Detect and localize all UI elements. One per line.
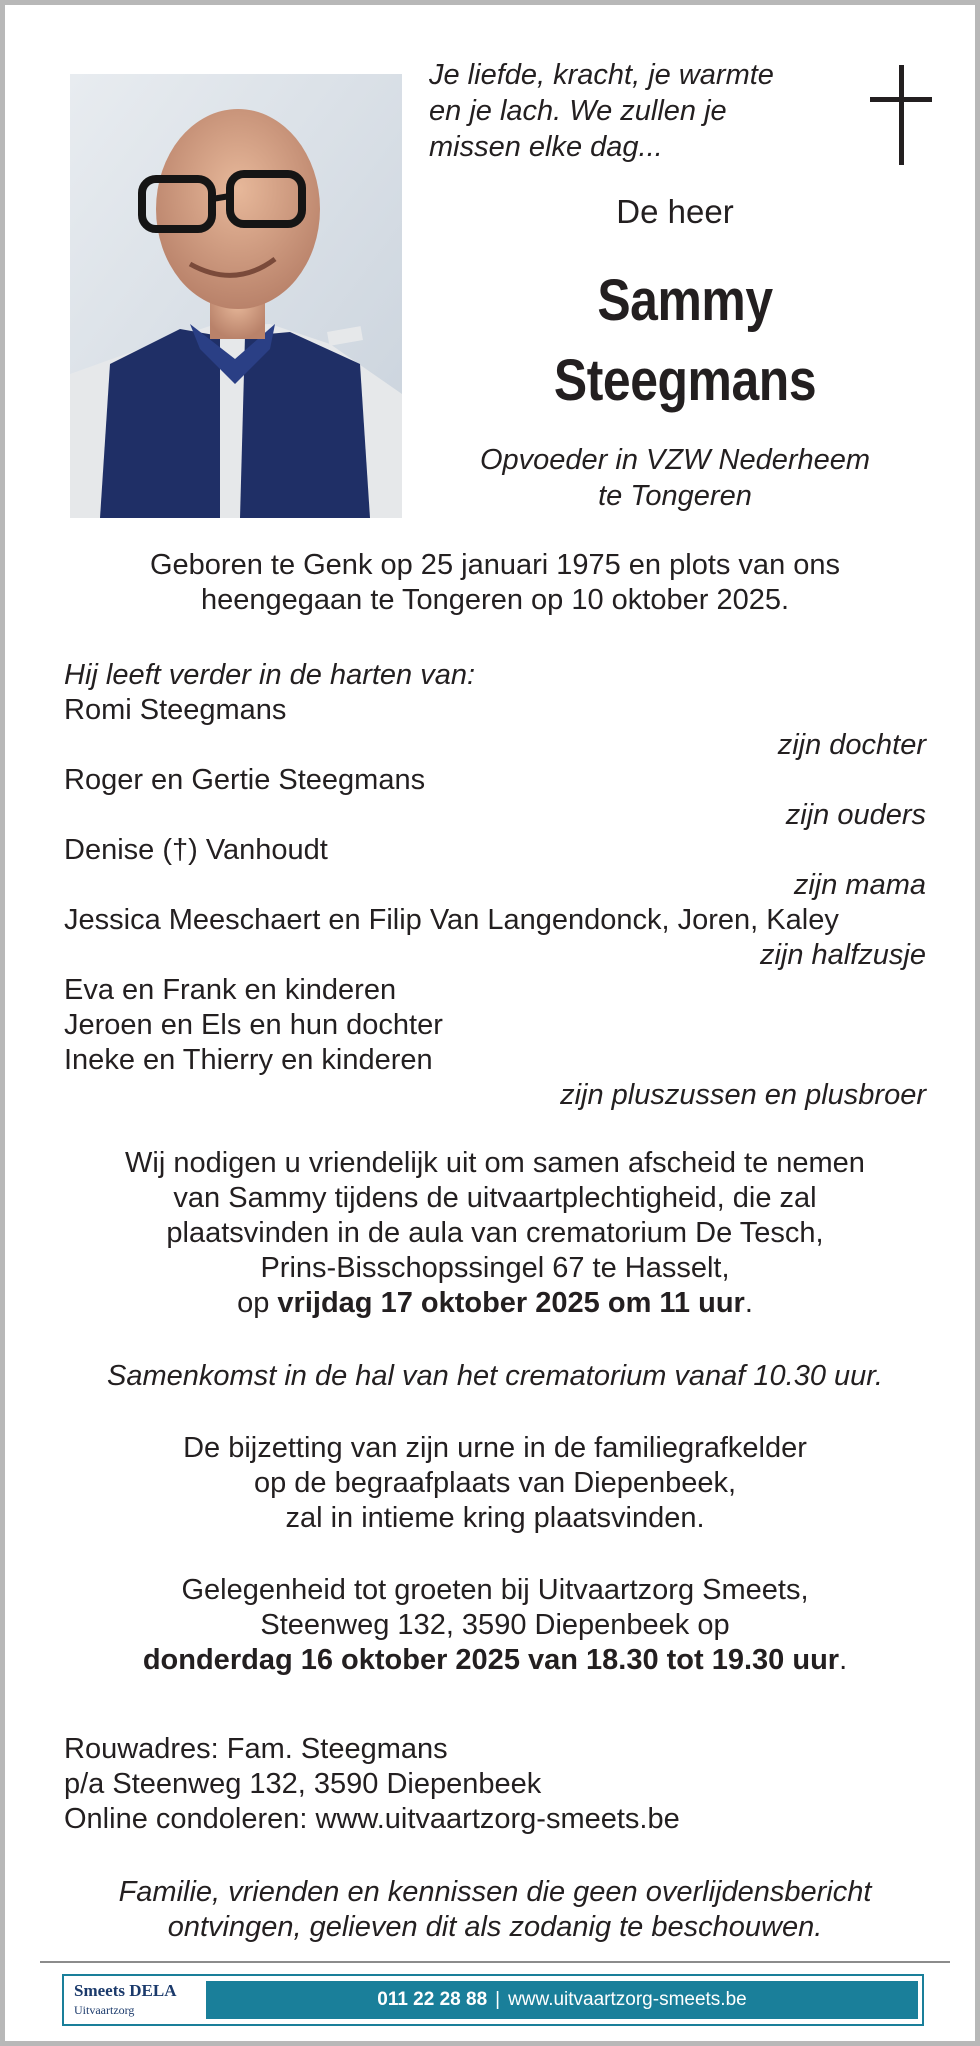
birth-line: heengegaan te Tongeren op 10 oktober 2025. (200, 584, 790, 616)
visitation-line: Gelegenheid tot groeten bij Uitvaartzorg Smeets, (181, 1574, 809, 1606)
logo-subtitle: Uitvaartzorg (74, 2003, 135, 2017)
quote-line: missen elke dag... (429, 131, 663, 163)
quote-line: en je lach. We zullen je (429, 95, 727, 127)
visitation-date: donderdag 16 oktober 2025 van 18.30 tot 19.30 uur (142, 1644, 840, 1676)
occupation-line: te Tongeren (598, 480, 752, 512)
ceremony-line: Prins-Bisschopssingel 67 te Hasselt, (260, 1252, 730, 1284)
ceremony-line: plaatsvinden in de aula van crematorium De Tesch, (166, 1217, 824, 1249)
first-name: Sammy (597, 268, 773, 333)
contact-bar (206, 1981, 918, 2019)
survivor-name: Denise (†) Vanhoudt (64, 834, 328, 866)
logo-brand: Smeets DELA (74, 1981, 177, 2000)
ceremony-date-line (45, 1286, 945, 1321)
survivor-name: Jessica Meeschaert en Filip Van Langendonck, Joren, Kaley (64, 904, 839, 936)
urn-line: De bijzetting van zijn urne in de familiegrafkelder (183, 1432, 807, 1464)
address-line: Online condoleren: www.uitvaartzorg-smeets.be (64, 1803, 680, 1835)
survivor-name: Jeroen en Els en hun dochter (64, 1009, 443, 1041)
closing-line: ontvingen, gelieven dit als zodanig te beschouwen. (167, 1911, 823, 1943)
gathering-info: Samenkomst in de hal van het crematorium vanaf 10.30 uur. (107, 1360, 883, 1392)
deceased-name (479, 261, 892, 421)
survivor-name: Roger en Gertie Steegmans (64, 764, 426, 796)
opening-quote (429, 57, 829, 165)
survivor-name: Eva en Frank en kinderen (64, 974, 397, 1006)
visitation-line: Steenweg 132, 3590 Diepenbeek op (260, 1609, 730, 1641)
quote-line: Je liefde, kracht, je warmte (429, 59, 774, 91)
urn-info (45, 1431, 945, 1536)
survivor-relation: zijn pluszussen en plusbroer (560, 1079, 926, 1111)
closing-note (45, 1875, 945, 1945)
visitation-date-line (45, 1643, 945, 1678)
portrait-photo (70, 74, 402, 518)
survivor-relation: zijn mama (793, 869, 926, 901)
ceremony-line: van Sammy tijdens de uitvaartplechtigheid, die zal (173, 1182, 817, 1214)
ceremony-date-suffix: . (744, 1287, 753, 1319)
last-name: Steegmans (553, 348, 817, 413)
portrait-illustration (70, 74, 402, 518)
urn-line: zal in intieme kring plaatsvinden. (285, 1502, 705, 1534)
occupation (425, 442, 925, 514)
ceremony-invitation (45, 1146, 945, 1321)
birth-line: Geboren te Genk op 25 januari 1975 en plots van ons (149, 549, 841, 581)
contact-separator: | (495, 1989, 501, 2010)
visitation-date-suffix: . (839, 1644, 848, 1676)
survivors-intro: Hij leeft verder in de harten van: (64, 659, 476, 691)
honorific: De heer (616, 193, 734, 230)
ceremony-date: vrijdag 17 oktober 2025 om 11 uur (277, 1287, 745, 1319)
address-line: p/a Steenweg 132, 3590 Diepenbeek (64, 1768, 542, 1800)
mourning-address (64, 1732, 926, 1837)
survivors-list (64, 658, 926, 1113)
visitation-info (45, 1573, 945, 1678)
survivor-name: Romi Steegmans (64, 694, 287, 726)
survivor-relation: zijn dochter (777, 729, 926, 761)
ceremony-line: Wij nodigen u vriendelijk uit om samen afscheid te nemen (125, 1147, 865, 1179)
address-line: Rouwadres: Fam. Steegmans (64, 1733, 448, 1765)
ceremony-date-prefix: op (237, 1287, 278, 1319)
phone-number[interactable]: 011 22 28 88 (377, 1989, 488, 2010)
survivor-name: Ineke en Thierry en kinderen (64, 1044, 433, 1076)
survivor-relation: zijn ouders (785, 799, 926, 831)
occupation-line: Opvoeder in VZW Nederheem (479, 444, 871, 476)
birth-death-info (45, 548, 945, 618)
closing-line: Familie, vrienden en kennissen die geen overlijdensbericht (118, 1876, 872, 1908)
cross-icon (870, 65, 932, 165)
funeral-home-footer (62, 1974, 924, 2026)
website-link[interactable]: www.uitvaartzorg-smeets.be (508, 1989, 747, 2010)
urn-line: op de begraafplaats van Diepenbeek, (253, 1467, 737, 1499)
survivor-relation: zijn halfzusje (759, 939, 926, 971)
footer-divider (40, 1961, 950, 1963)
